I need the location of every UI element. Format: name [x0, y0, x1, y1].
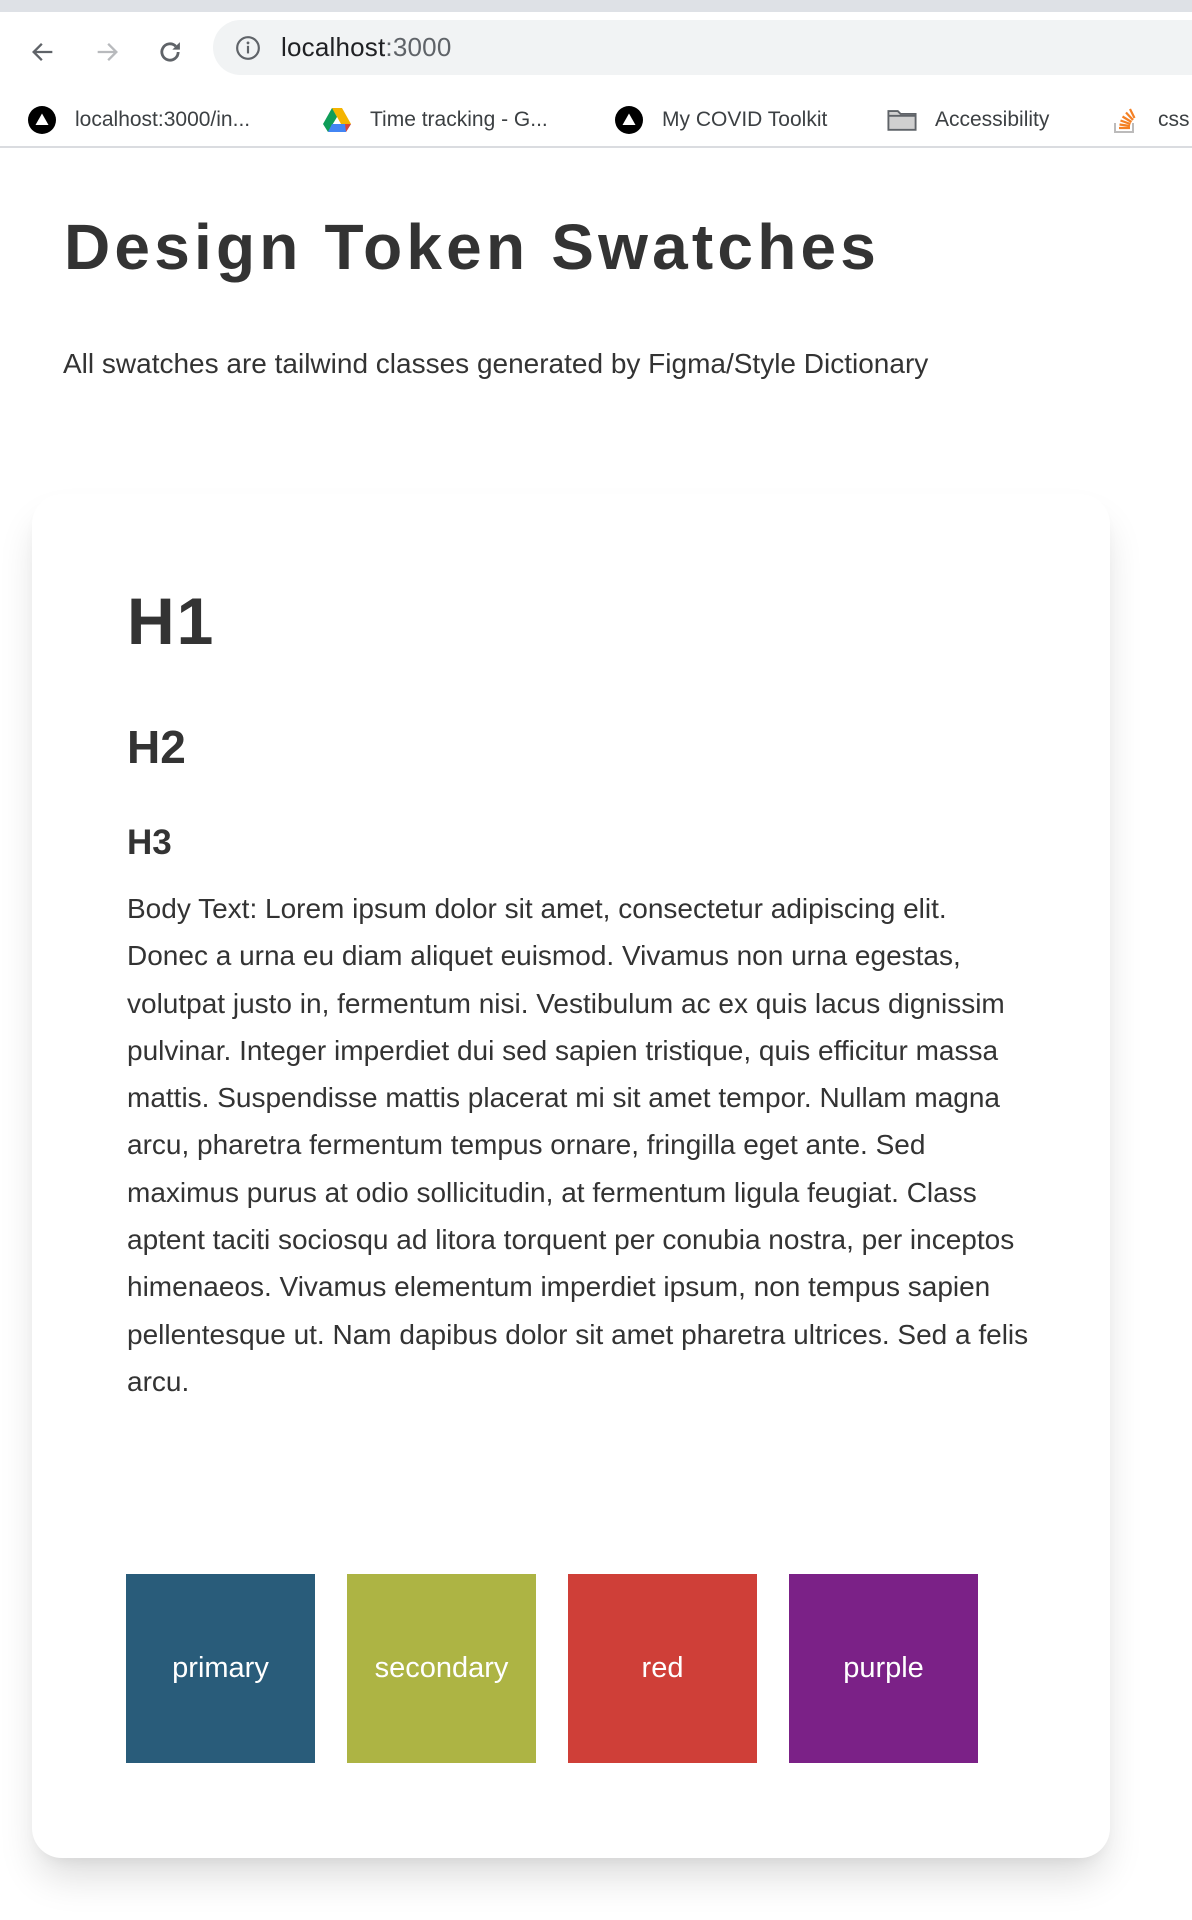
color-swatches — [126, 1574, 978, 1763]
folder-icon — [887, 105, 917, 135]
url-port: :3000 — [385, 32, 452, 62]
bookmark-label: Accessibility — [935, 108, 1050, 131]
triangle-circle-icon — [27, 105, 57, 135]
heading-h1-sample: H1 — [127, 584, 216, 658]
bookmark-label: localhost:3000/in... — [75, 108, 251, 131]
info-icon[interactable] — [235, 35, 261, 61]
bookmark-label: Time tracking - G... — [370, 108, 548, 131]
bookmark-accessibility-folder[interactable] — [887, 100, 1049, 140]
bookmark-label: My COVID Toolkit — [662, 108, 828, 131]
browser-toolbar — [0, 12, 1192, 92]
swatch-red: red — [568, 1574, 757, 1763]
triangle-circle-icon — [614, 105, 644, 135]
heading-h3-sample: H3 — [127, 823, 172, 862]
swatch-primary: primary — [126, 1574, 315, 1763]
body-text-sample: Body Text: Lorem ipsum dolor sit amet, consectetur adipiscing elit. Donec a urna eu diam aliquet euismod. Vivamus non urna egestas, volutpat justo in, fermentum nisi. Vestibulum ac ex quis lacus dignissim pulvinar. Integer imperdiet dui sed sapien tristique, quis efficitur massa mattis. Suspendisse mattis placerat mi sit amet tempor. Nullam magna arcu, pharetra fermentum tempus ornare, fringilla eget ante. Sed maximus purus at odio sollicitudin, at fermentum ligula feugiat. Class aptent taciti sociosqu ad litora torquent per conubia nostra, per inceptos himenaeos. Vivamus elementum imperdiet ipsum, non tempus sapien pellentesque ut. Nam dapibus dolor sit amet pharetra ultrices. Sed a felis arcu. — [127, 893, 1029, 1397]
bookmarks-bar — [0, 92, 1192, 148]
bookmark-time-tracking[interactable] — [322, 100, 548, 140]
swatch-secondary: secondary — [347, 1574, 536, 1763]
bookmark-my-covid-toolkit[interactable] — [614, 100, 827, 140]
page-title: Design Token Swatches — [64, 211, 881, 283]
heading-h2-sample: H2 — [127, 721, 186, 773]
reload-icon — [156, 38, 184, 66]
back-button[interactable] — [22, 31, 64, 73]
google-drive-icon — [322, 105, 352, 135]
address-bar[interactable] — [213, 20, 1192, 75]
bookmark-css[interactable] — [1110, 100, 1190, 140]
browser-tab-strip — [0, 0, 1192, 12]
arrow-left-icon — [29, 38, 57, 66]
page-subtitle: All swatches are tailwind classes generated by Figma/Style Dictionary — [63, 348, 929, 379]
swatch-purple: purple — [789, 1574, 978, 1763]
bookmark-label: css — [1158, 108, 1190, 131]
url-host: localhost — [281, 32, 386, 62]
arrow-right-icon — [93, 38, 121, 66]
forward-button[interactable] — [86, 31, 128, 73]
reload-button[interactable] — [149, 31, 191, 73]
swatch-card — [32, 494, 1110, 1858]
stack-overflow-icon — [1110, 105, 1140, 135]
bookmark-localhost[interactable] — [27, 100, 250, 140]
url-text[interactable] — [281, 32, 452, 63]
